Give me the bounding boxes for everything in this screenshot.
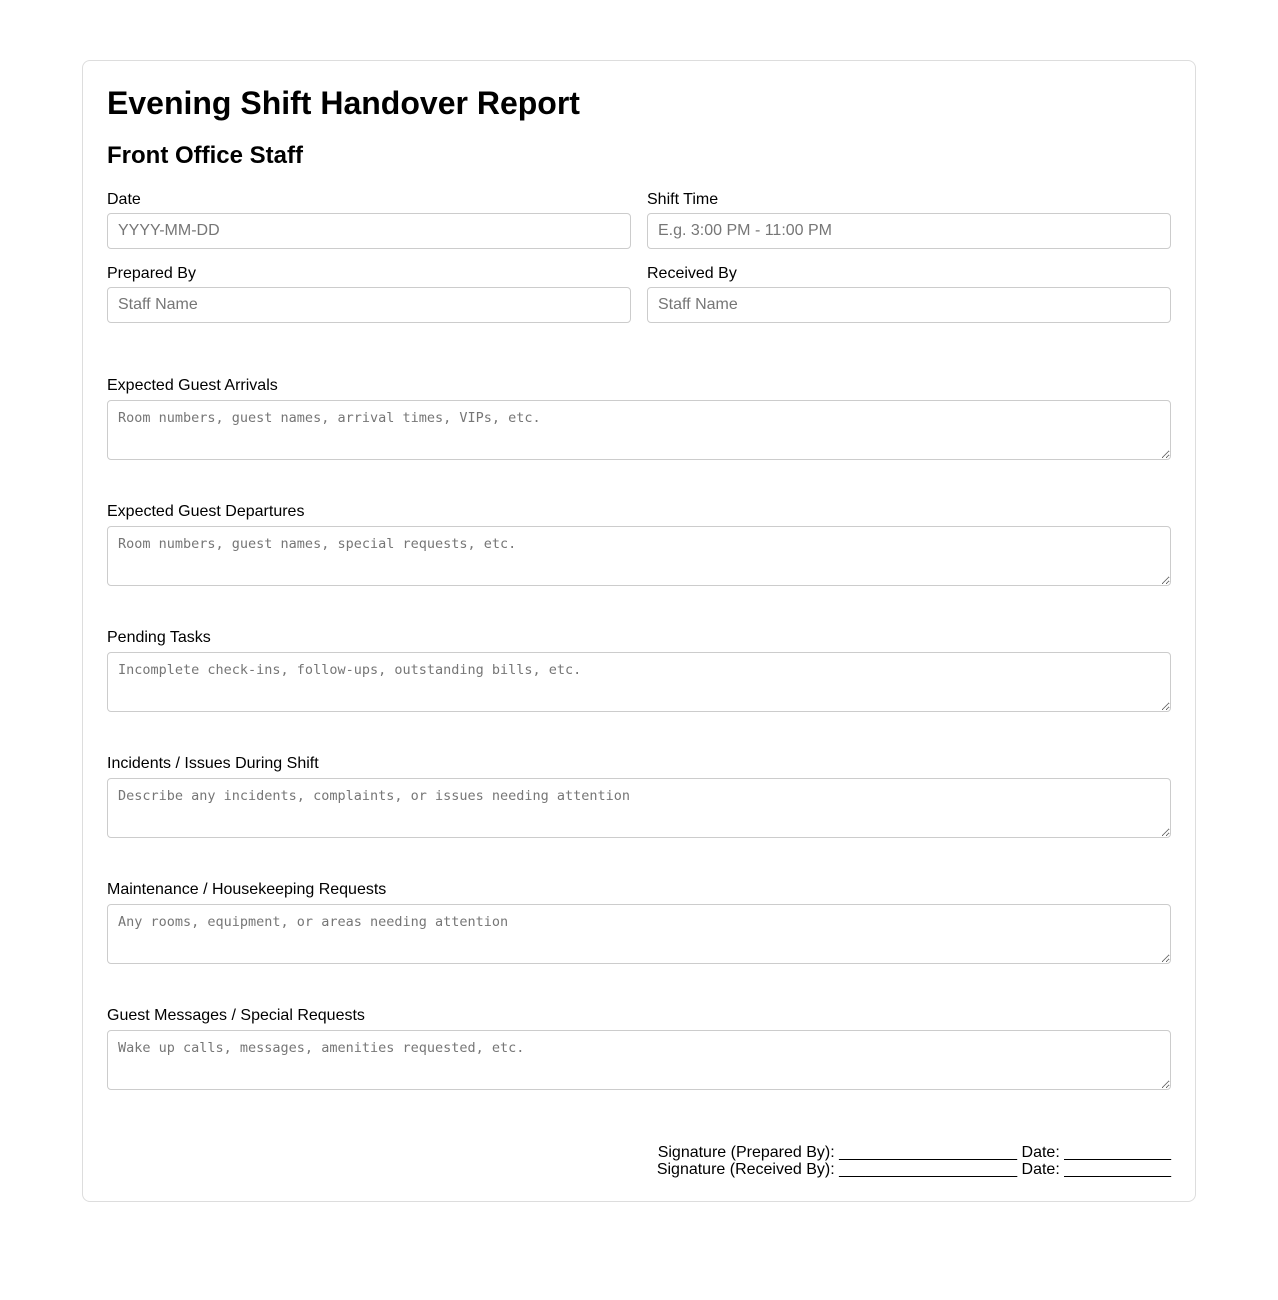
shift-time-field-group bbox=[647, 189, 1171, 249]
prepared-by-input[interactable] bbox=[107, 287, 631, 323]
signature-received-by: Signature (Received By): ____________________ Date: ____________ bbox=[656, 1161, 1171, 1178]
prepared-by-field-group bbox=[107, 263, 631, 323]
date-label: Date bbox=[107, 191, 141, 208]
maintenance-textarea[interactable] bbox=[107, 904, 1171, 964]
incidents-textarea[interactable] bbox=[107, 778, 1171, 838]
arrivals-section bbox=[107, 375, 1171, 501]
pending-tasks-textarea[interactable] bbox=[107, 652, 1171, 712]
incidents-section bbox=[107, 753, 1171, 879]
guest-messages-section bbox=[107, 1005, 1171, 1131]
maintenance-section bbox=[107, 879, 1171, 1005]
section-subtitle: Front Office Staff bbox=[107, 142, 303, 169]
maintenance-label: Maintenance / Housekeeping Requests bbox=[107, 881, 387, 898]
departures-textarea[interactable] bbox=[107, 526, 1171, 586]
arrivals-label: Expected Guest Arrivals bbox=[107, 377, 278, 394]
signature-prepared-by: Signature (Prepared By): ____________________ Date: ____________ bbox=[657, 1144, 1171, 1161]
guest-messages-label: Guest Messages / Special Requests bbox=[107, 1007, 365, 1024]
incidents-label: Incidents / Issues During Shift bbox=[107, 755, 319, 772]
signature-block bbox=[657, 1144, 1171, 1178]
departures-label: Expected Guest Departures bbox=[107, 503, 305, 520]
header-fields-grid bbox=[107, 189, 1171, 323]
report-card bbox=[82, 60, 1196, 1202]
shift-time-label: Shift Time bbox=[647, 191, 719, 208]
departures-section bbox=[107, 501, 1171, 627]
received-by-label: Received By bbox=[647, 265, 737, 282]
received-by-field-group bbox=[647, 263, 1171, 323]
date-input[interactable] bbox=[107, 213, 631, 249]
report-sections bbox=[107, 375, 1171, 1131]
arrivals-textarea[interactable] bbox=[107, 400, 1171, 460]
prepared-by-label: Prepared By bbox=[107, 265, 196, 282]
date-field-group bbox=[107, 189, 631, 249]
pending-tasks-label: Pending Tasks bbox=[107, 629, 211, 646]
pending-tasks-section bbox=[107, 627, 1171, 753]
page-title: Evening Shift Handover Report bbox=[107, 85, 580, 121]
shift-time-input[interactable] bbox=[647, 213, 1171, 249]
guest-messages-textarea[interactable] bbox=[107, 1030, 1171, 1090]
received-by-input[interactable] bbox=[647, 287, 1171, 323]
